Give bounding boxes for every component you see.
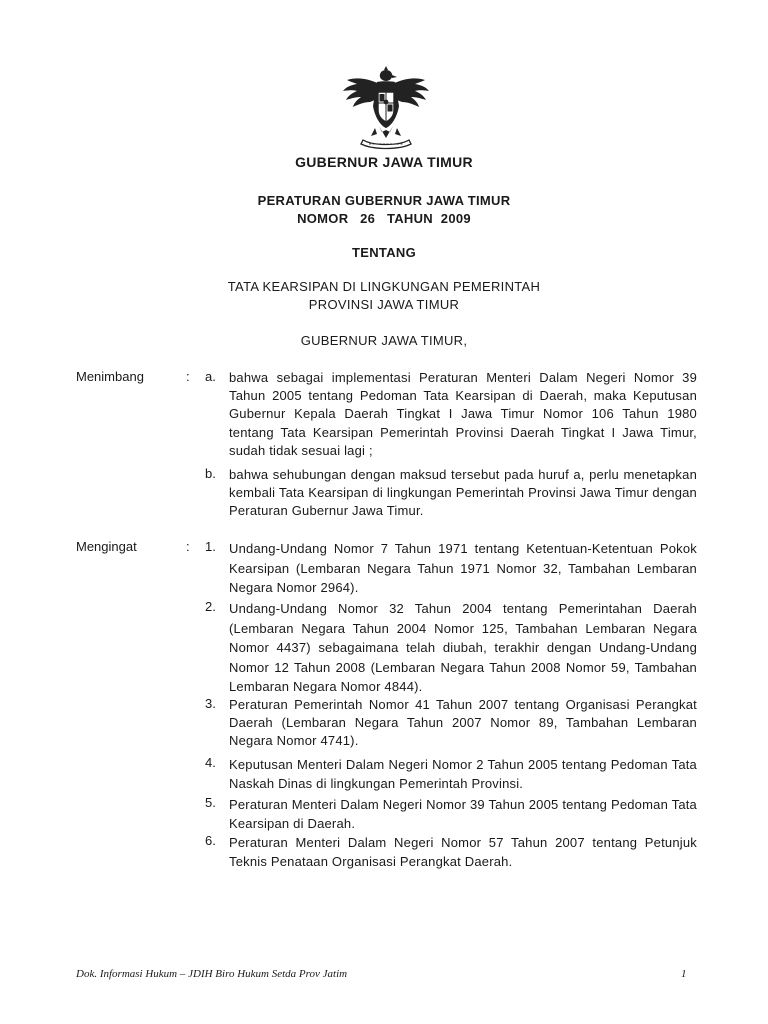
mengingat-item-mark: 2.	[205, 599, 216, 614]
footer-source: Dok. Informasi Hukum – JDIH Biro Hukum Setda Prov Jatim	[76, 968, 348, 980]
mengingat-item-mark: 6.	[205, 833, 216, 848]
mengingat-item-mark: 5.	[205, 795, 216, 810]
menimbang-item-a: bahwa sebagai implementasi Peraturan Menteri Dalam Negeri Nomor 39 Tahun 2005 tentang Pedoman Tata Kearsipan di Daerah, maka Keputusan Gubernur Kepala Daerah Tingkat I Jawa Timur Nomor 106 Tahun 1980 tentang Tata Kearsipan Pemerintah Provinsi Daerah Tingkat I Jawa Timur, sudah tidak sesuai lagi ;	[229, 370, 697, 458]
menimbang-item-mark: b.	[205, 466, 216, 481]
mengingat-item-3: Peraturan Pemerintah Nomor 41 Tahun 2007 tentang Organisasi Perangkat Daerah (Lembaran Negara Tahun 2007 Nomor 89, Tambahan Lembaran Negara Nomor 4741).	[229, 697, 697, 749]
mengingat-item-6: Peraturan Menteri Dalam Negeri Nomor 57 Tahun 2007 tentang Petunjuk Teknis Penataan Organisasi Perangkat Daerah.	[229, 835, 697, 870]
menimbang-item-b: bahwa sehubungan dengan maksud tersebut pada huruf a, perlu menetapkan kembali Tata Kearsipan di lingkungan Pemerintah Provinsi Jawa Timur dengan Peraturan Gubernur Jawa Timur.	[229, 467, 697, 519]
mengingat-label: Mengingat	[76, 539, 137, 554]
mengingat-item-5: Peraturan Menteri Dalam Negeri Nomor 39 Tahun 2005 tentang Pedoman Tata Kearsipan di Daerah.	[229, 797, 697, 832]
mengingat-item-mark: 1.	[205, 539, 216, 554]
mengingat-item-1: Undang-Undang Nomor 7 Tahun 1971 tentang Ketentuan-Ketentuan Pokok Kearsipan (Lembaran Negara Tahun 1971 Nomor 32, Tambahan Lembaran Negara Nomor 2964).	[229, 541, 697, 595]
regulation-title-line2: PROVINSI JAWA TIMUR	[308, 297, 460, 312]
regulation-title-line1: TATA KEARSIPAN DI LINGKUNGAN PEMERINTAH	[227, 279, 541, 294]
mengingat-item-2: Undang-Undang Nomor 32 Tahun 2004 tentang Pemerintahan Daerah (Lembaran Negara Tahun 2004 Nomor 125, Tambahan Lembaran Negara Nomor 4437) sebagaimana telah diubah, terakhir dengan Undang-Undang Nomor 12 Tahun 2008 (Lembaran Negara Tahun 2008 Nomor 59, Tambahan Lembaran Negara Nomor 4844).	[229, 601, 697, 694]
garuda-emblem-icon	[341, 66, 431, 150]
menimbang-colon: :	[186, 369, 190, 384]
menimbang-item-mark: a.	[205, 369, 216, 384]
mengingat-item-mark: 3.	[205, 696, 216, 711]
governor-line: GUBERNUR JAWA TIMUR,	[300, 333, 468, 348]
mengingat-colon: :	[186, 539, 190, 554]
tentang-heading: TENTANG	[352, 245, 416, 260]
regulation-number: NOMOR 26 TAHUN 2009	[297, 211, 471, 226]
mengingat-item-4: Keputusan Menteri Dalam Negeri Nomor 2 Tahun 2005 tentang Pedoman Tata Naskah Dinas di lingkungan Pemerintah Provinsi.	[229, 757, 697, 792]
governor-heading: GUBERNUR JAWA TIMUR	[295, 154, 473, 170]
menimbang-label: Menimbang	[76, 369, 144, 384]
mengingat-item-mark: 4.	[205, 755, 216, 770]
page-number: 1	[681, 968, 687, 980]
regulation-heading: PERATURAN GUBERNUR JAWA TIMUR	[257, 193, 511, 208]
